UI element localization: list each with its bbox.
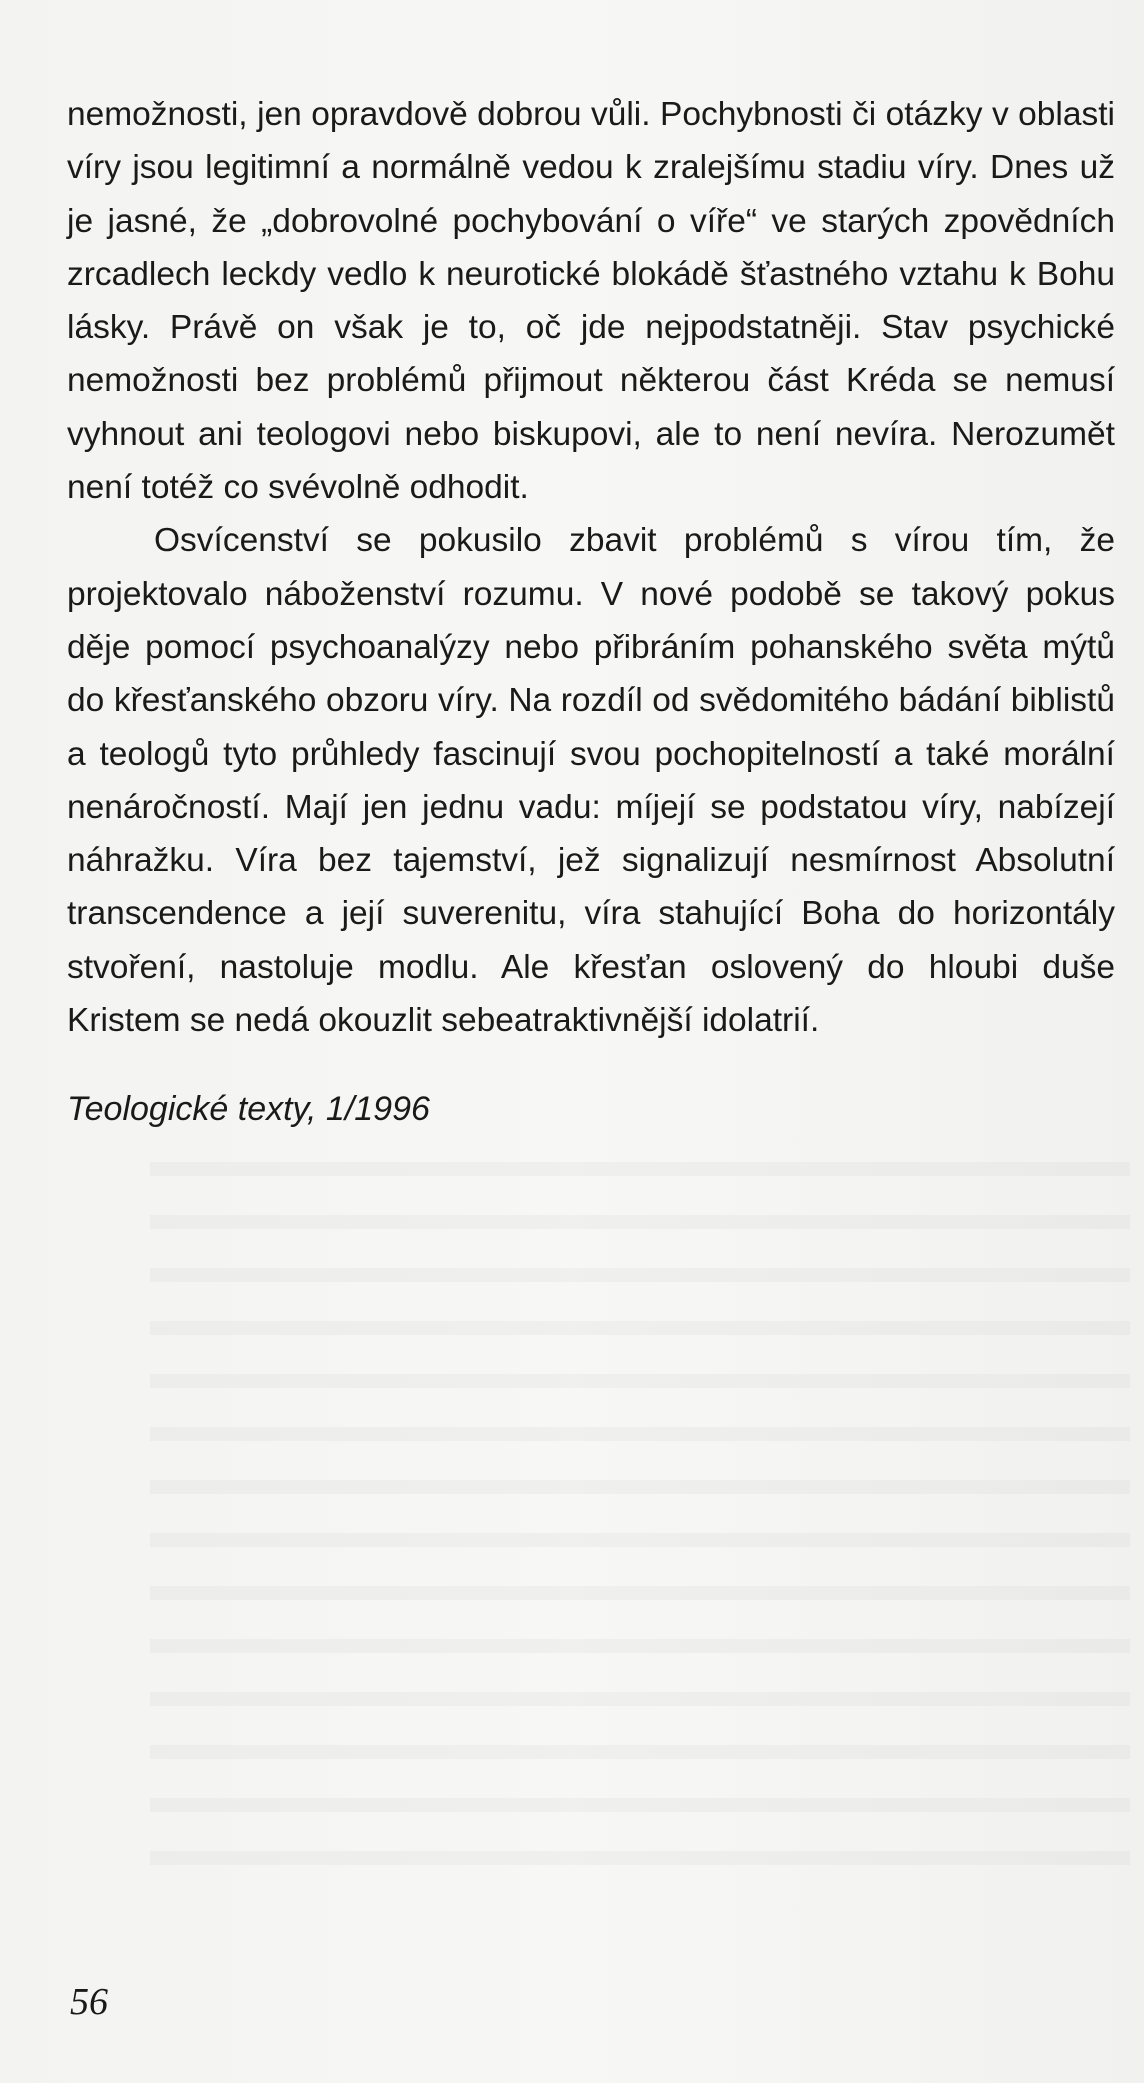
body-text [67,88,1115,1047]
show-through-background [150,1130,1130,1890]
source-citation: Teologické texty, 1/1996 [67,1090,430,1128]
paragraph-1: nemožnosti, jen opravdově dobrou vůli. Pochybnosti či otázky v oblasti víry jsou legitimní a normálně vedou k zralejšímu stadiu víry. Dnes už je jasné, že „dobrovolné pochybování o víře“ ve starých zpovědních zrcadlech leckdy vedlo k neurotické blokádě šťastného vztahu k Bohu lásky. Právě on však je to, oč jde nejpodstatněji. Stav psychické nemožnosti bez problémů přijmout některou část Kréda se nemusí vyhnout ani teologovi nebo biskupovi, ale to není nevíra. Nerozumět není totéž co svévolně odhodit. [67,96,1115,507]
paragraph-2: Osvícenství se pokusilo zbavit problémů s vírou tím, že projektovalo náboženství rozumu. V nové podobě se takový pokus děje pomocí psychoanalýzy nebo přibráním pohanského světa mýtů do křesťanského obzoru víry. Na rozdíl od svědomitého bádání biblistů a teologů tyto průhledy fascinují svou pochopitelností a také morální nenáročností. Mají jen jednu vadu: míjejí se podstatou víry, nabízejí náhražku. Víra bez tajemství, jež signalizují nesmírnost Absolutní transcendence a její suverenitu, víra stahující Boha do horizontály stvoření, nastoluje modlu. Ale křesťan oslovený do hloubi duše Kristem se nedá okouzlit sebeatraktivnější idolatrií. [67,522,1115,1040]
page-number: 56 [70,1981,108,2023]
